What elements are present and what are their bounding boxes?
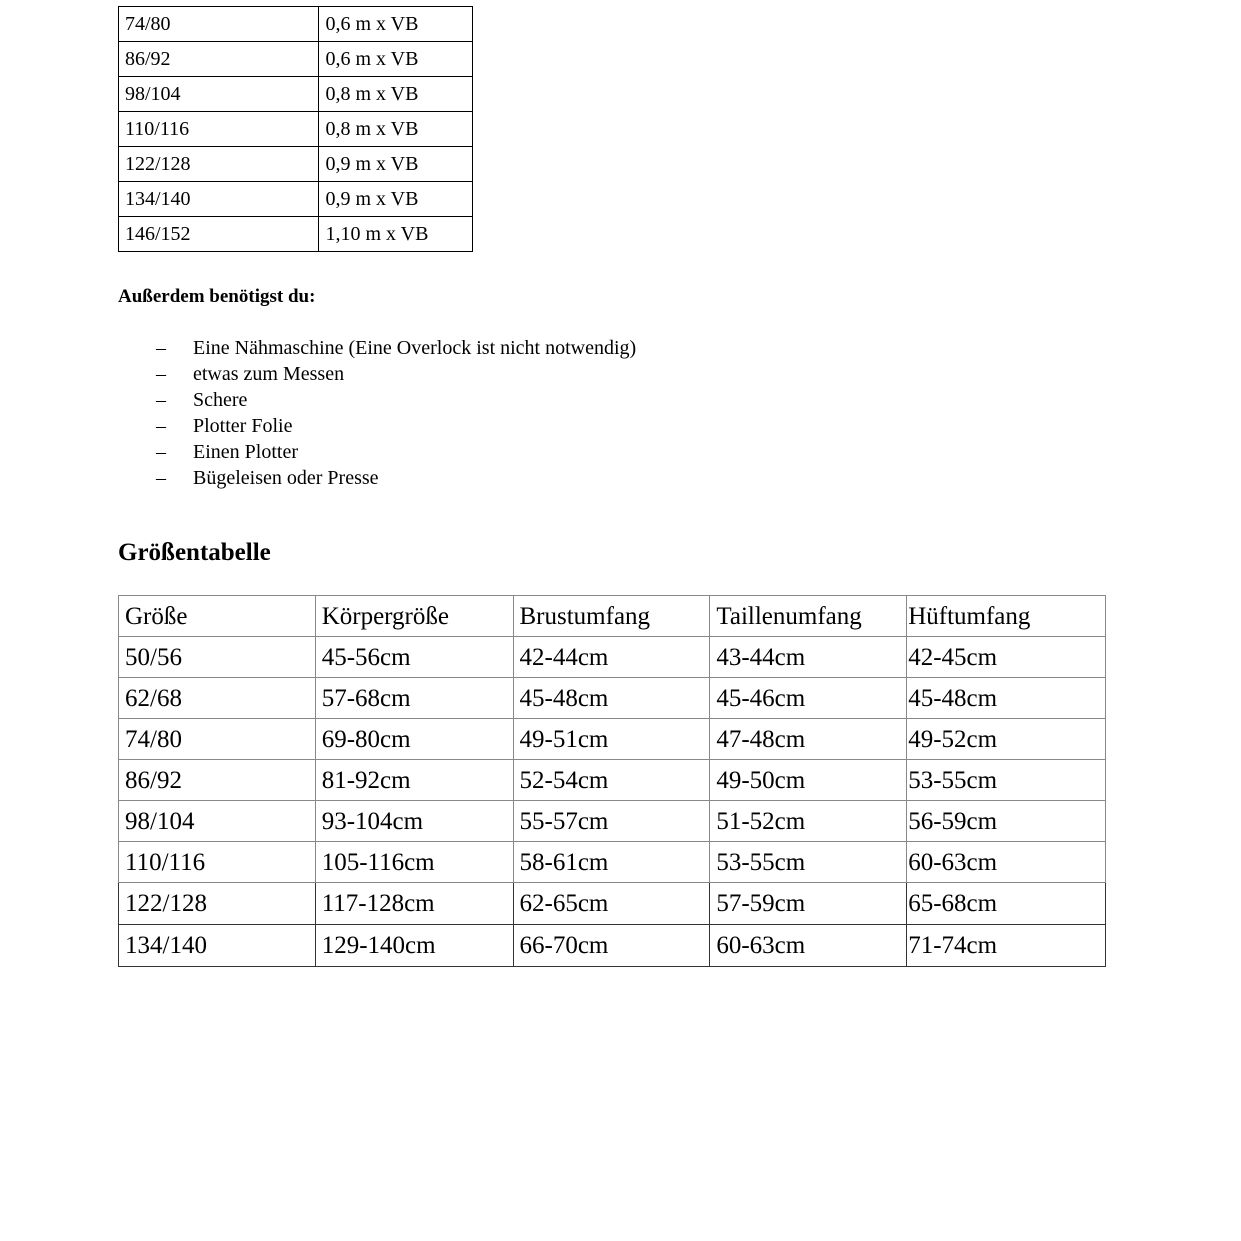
column-header: Körpergröße [315, 596, 513, 637]
table-cell: 110/116 [119, 842, 316, 883]
list-item-text: Eine Nähmaschine (Eine Overlock ist nicht notwendig) [193, 337, 637, 359]
table-cell: 65-68cm [907, 883, 1106, 925]
table-cell: 74/80 [119, 719, 316, 760]
table-cell: 57-59cm [710, 883, 907, 925]
table-row [119, 112, 473, 147]
table-cell: 53-55cm [710, 842, 907, 883]
table-cell: 98/104 [119, 801, 316, 842]
list-item [118, 439, 636, 465]
table-row [119, 719, 1106, 760]
table-cell: 52-54cm [513, 760, 710, 801]
table-cell: 134/140 [119, 925, 316, 967]
list-item-text: Plotter Folie [193, 415, 293, 437]
table-cell: 55-57cm [513, 801, 710, 842]
list-item-text: Bügeleisen oder Presse [193, 467, 379, 489]
dash-bullet: – [156, 363, 166, 385]
size-cell: 146/152 [119, 217, 319, 252]
table-cell: 47-48cm [710, 719, 907, 760]
size-cell: 122/128 [119, 147, 319, 182]
column-header: Taillenumfang [710, 596, 907, 637]
dash-bullet: – [156, 467, 166, 489]
table-cell: 49-51cm [513, 719, 710, 760]
dash-bullet: – [156, 389, 166, 411]
size-cell: 110/116 [119, 112, 319, 147]
table-header-row [119, 596, 1106, 637]
size-cell: 74/80 [119, 7, 319, 42]
table-cell: 117-128cm [315, 883, 513, 925]
fabric-amount-cell: 0,6 m x VB [319, 7, 473, 42]
size-cell: 86/92 [119, 42, 319, 77]
table-cell: 45-48cm [907, 678, 1106, 719]
list-item [118, 361, 636, 387]
size-table [118, 595, 1106, 967]
table-cell: 57-68cm [315, 678, 513, 719]
table-cell: 81-92cm [315, 760, 513, 801]
table-row [119, 42, 473, 77]
table-cell: 105-116cm [315, 842, 513, 883]
table-cell: 122/128 [119, 883, 316, 925]
list-item-text: Schere [193, 389, 248, 411]
table-cell: 69-80cm [315, 719, 513, 760]
list-item [118, 465, 636, 491]
table-cell: 60-63cm [907, 842, 1106, 883]
table-cell: 93-104cm [315, 801, 513, 842]
table-row [119, 925, 1106, 967]
dash-bullet: – [156, 441, 166, 463]
table-row [119, 182, 473, 217]
table-cell: 58-61cm [513, 842, 710, 883]
table-row [119, 7, 473, 42]
table-cell: 42-45cm [907, 637, 1106, 678]
table-row [119, 842, 1106, 883]
table-cell: 42-44cm [513, 637, 710, 678]
fabric-amount-cell: 0,8 m x VB [319, 77, 473, 112]
fabric-amount-cell: 0,9 m x VB [319, 182, 473, 217]
column-header: Brustumfang [513, 596, 710, 637]
table-cell: 45-48cm [513, 678, 710, 719]
table-cell: 49-50cm [710, 760, 907, 801]
list-item [118, 335, 636, 361]
list-item-text: Einen Plotter [193, 441, 298, 463]
table-cell: 51-52cm [710, 801, 907, 842]
fabric-amount-cell: 1,10 m x VB [319, 217, 473, 252]
fabric-requirement-table [118, 6, 473, 252]
supplies-list [118, 335, 636, 491]
list-item [118, 413, 636, 439]
table-row [119, 883, 1106, 925]
table-cell: 53-55cm [907, 760, 1106, 801]
table-cell: 62-65cm [513, 883, 710, 925]
table-row [119, 147, 473, 182]
size-cell: 98/104 [119, 77, 319, 112]
table-cell: 49-52cm [907, 719, 1106, 760]
dash-bullet: – [156, 337, 166, 359]
table-cell: 43-44cm [710, 637, 907, 678]
table-row [119, 77, 473, 112]
table-cell: 129-140cm [315, 925, 513, 967]
size-table-heading: Größentabelle [118, 539, 271, 566]
fabric-amount-cell: 0,8 m x VB [319, 112, 473, 147]
supplies-heading: Außerdem benötigst du: [118, 286, 316, 307]
table-cell: 50/56 [119, 637, 316, 678]
dash-bullet: – [156, 415, 166, 437]
table-cell: 71-74cm [907, 925, 1106, 967]
table-cell: 60-63cm [710, 925, 907, 967]
column-header: Größe [119, 596, 316, 637]
table-cell: 62/68 [119, 678, 316, 719]
table-cell: 66-70cm [513, 925, 710, 967]
list-item [118, 387, 636, 413]
fabric-amount-cell: 0,9 m x VB [319, 147, 473, 182]
table-cell: 45-46cm [710, 678, 907, 719]
table-cell: 86/92 [119, 760, 316, 801]
table-row [119, 637, 1106, 678]
column-header: Hüftumfang [907, 596, 1106, 637]
table-row [119, 760, 1106, 801]
size-cell: 134/140 [119, 182, 319, 217]
table-cell: 56-59cm [907, 801, 1106, 842]
fabric-amount-cell: 0,6 m x VB [319, 42, 473, 77]
list-item-text: etwas zum Messen [193, 363, 345, 385]
table-cell: 45-56cm [315, 637, 513, 678]
table-row [119, 217, 473, 252]
table-row [119, 801, 1106, 842]
table-row [119, 678, 1106, 719]
